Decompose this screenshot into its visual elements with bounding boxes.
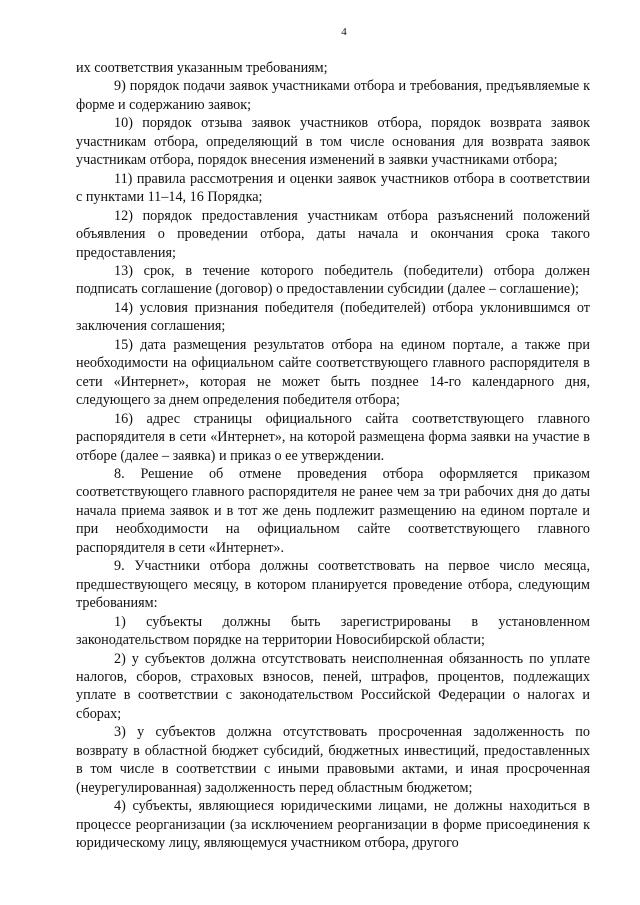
clause-8: 8. Решение об отмене проведения отбора оформляется приказом соответствующего главного распорядителя не ранее чем за три рабочих дня до даты начала приема заявок и в тот же день подлежит размещению на едином портале и при необходимости на официальном сайте соответствующего главного распорядителя в сети «Интернет». [76, 465, 590, 556]
list-item-10: 10) порядок отзыва заявок участников отбора, порядок возврата заявок участникам отбора, определяющий в том числе основания для возврата заявок участникам отбора, порядок внесения изменений в заявки участниками отбора; [76, 115, 590, 169]
requirement-4: 4) субъекты, являющиеся юридическими лицами, не должны находиться в процессе реорганизации (за исключением реорганизации в форме присоединения к юридическому лицу, являющемуся участником отбора, другого [76, 798, 590, 852]
list-item-11: 11) правила рассмотрения и оценки заявок участников отбора в соответствии с пунктами 11–14, 16 Порядка; [76, 170, 590, 206]
document-body [76, 59, 590, 852]
requirement-1: 1) субъекты должны быть зарегистрированы в установленном законодательством порядке на территории Новосибирской области; [76, 613, 590, 649]
list-item-13: 13) срок, в течение которого победитель (победители) отбора должен подписать соглашение (договор) о предоставлении субсидии (далее – соглашение); [76, 262, 590, 298]
list-item-16: 16) адрес страницы официального сайта соответствующего главного распорядителя в сети «Интернет», на которой размещена форма заявки на участие в отборе (далее – заявка) и приказ о ее утверждении. [76, 410, 590, 464]
requirement-3: 3) у субъектов должна отсутствовать просроченная задолженность по возврату в областной бюджет субсидий, бюджетных инвестиций, предоставленных в том числе в соответствии с иными правовыми актами, и иная просроченная (неурегулированная) задолженность перед областным бюджетом; [76, 724, 590, 796]
paragraph-continuation: их соответствия указанным требованиям; [76, 60, 328, 76]
list-item-9: 9) порядок подачи заявок участниками отбора и требования, предъявляемые к форме и содержанию заявок; [76, 78, 590, 113]
list-item-15: 15) дата размещения результатов отбора на едином портале, а также при необходимости на официальном сайте соответствующего главного распорядителя в сети «Интернет», которая не может быть позднее 14-го календарного дня, следующего за днем определения победителя отбора; [76, 336, 590, 409]
list-item-12: 12) порядок предоставления участникам отбора разъяснений положений объявления о проведении отбора, даты начала и окончания срока такого предоставления; [76, 207, 590, 261]
page-number: 4 [341, 26, 347, 38]
list-item-14: 14) условия признания победителя (победителей) отбора уклонившимся от заключения соглашения; [76, 299, 590, 335]
requirement-2: 2) у субъектов должна отсутствовать неисполненная обязанность по уплате налогов, сборов, страховых взносов, пеней, штрафов, процентов, подлежащих уплате в соответствии с законодательством Российской Федерации о налогах и сборах; [76, 650, 590, 722]
clause-9: 9. Участники отбора должны соответствовать на первое число месяца, предшествующего месяцу, в котором планируется проведение отбора, следующим требованиям: [76, 558, 590, 612]
